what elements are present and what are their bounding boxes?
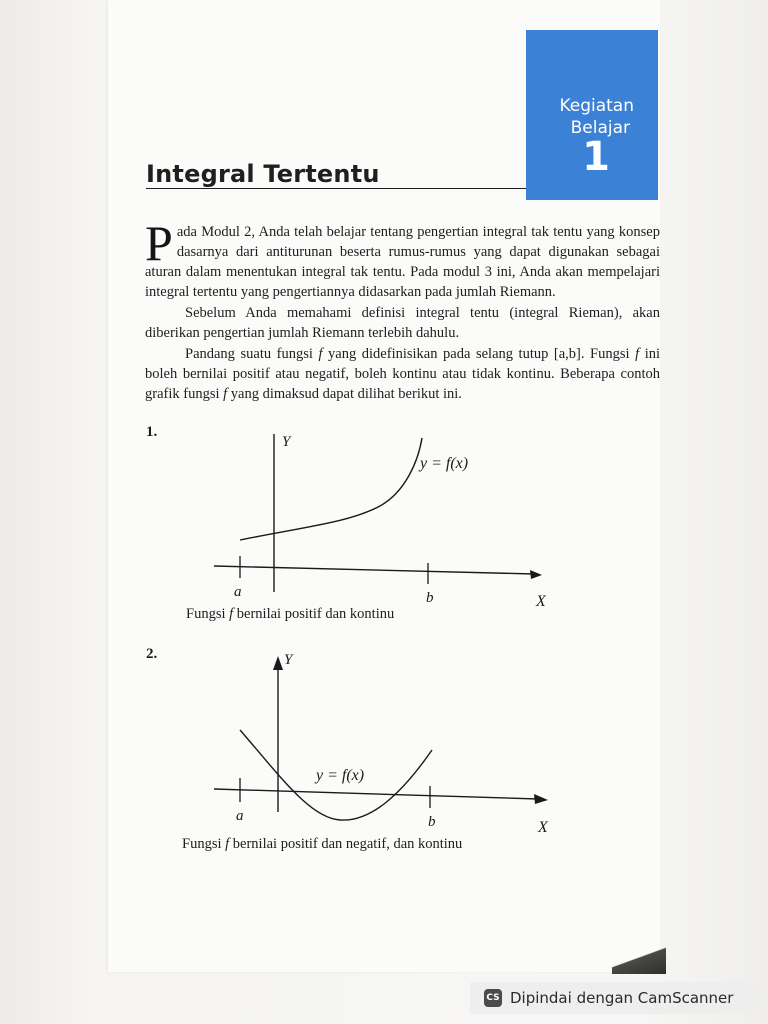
x-axis — [214, 789, 538, 799]
paragraph-function-text: ini boleh bernilai positif atau negatif, boleh kontinu atau tidak kontinu. Beberapa contoh grafik fungsi — [145, 346, 660, 402]
x-axis-arrow — [530, 570, 542, 579]
title-underline — [146, 188, 526, 189]
camscanner-logo-icon: CS — [484, 989, 502, 1007]
y-axis-label: Y — [284, 652, 293, 668]
x-axis-arrow — [534, 794, 548, 804]
paragraph-riemann — [145, 303, 660, 343]
figure-2-graph — [200, 646, 560, 836]
activity-tab-sublabel: Belajar — [570, 118, 630, 138]
a-label: a — [236, 808, 244, 824]
activity-tab — [526, 30, 658, 200]
caption-text: Fungsi — [186, 606, 230, 622]
paragraph-function-text: yang dimaksud dapat dilihat berikut ini. — [227, 386, 462, 402]
caption-text: Fungsi — [182, 836, 226, 852]
camscanner-badge — [470, 982, 756, 1014]
camscanner-text: Dipindai dengan CamScanner — [510, 989, 734, 1007]
curve-label: y = f(x) — [420, 455, 469, 472]
b-label: b — [428, 814, 436, 830]
paragraph-intro-text: ada Modul 2, Anda telah belajar tentang pengertian integral tak tentu yang konsep dasarnya dari antiturunan beserta rumus-rumus yang dapat digunakan sebagai aturan dalam menentukan integral tak tentu. Pada modul 3 ini, Anda akan mempelajari integral tertentu yang pengertiannya didasarkan pada jumlah Riemann. — [145, 224, 660, 300]
page-title: Integral Tertentu — [146, 160, 380, 188]
x-axis-label: X — [536, 593, 546, 610]
page-curl-corner — [612, 940, 666, 974]
paragraph-intro — [145, 215, 660, 302]
y-axis-label: Y — [282, 434, 291, 450]
function-symbol: f — [318, 346, 323, 362]
figure-2-caption — [182, 836, 462, 853]
function-symbol: f — [635, 346, 640, 362]
curve-label: y = f(x) — [316, 767, 365, 784]
paragraph-function-text: yang didefinisikan pada selang tutup [a,b]. Fungsi — [322, 346, 636, 362]
paragraph-function — [145, 344, 660, 404]
x-axis — [214, 566, 534, 574]
figure-1-graph — [200, 426, 560, 612]
y-axis-arrow — [273, 656, 283, 670]
paragraph-function-text: Pandang suatu fungsi — [185, 346, 319, 362]
activity-tab-label: Kegiatan — [559, 96, 634, 116]
function-symbol: f — [223, 386, 228, 402]
caption-text: bernilai positif dan kontinu — [233, 606, 395, 622]
caption-text: bernilai positif dan negatif, dan kontinu — [229, 836, 463, 852]
a-label: a — [234, 584, 242, 600]
x-axis-label: X — [538, 819, 548, 836]
paragraph-riemann-text: Sebelum Anda memahami definisi integral tentu (integral Rieman), akan diberikan pengertian jumlah Riemann terlebih dahulu. — [145, 305, 660, 341]
figure-1-caption — [186, 606, 394, 623]
figure-number: 1. — [146, 424, 158, 440]
function-symbol: f — [229, 606, 234, 622]
b-label: b — [426, 590, 434, 606]
drop-cap: P — [145, 215, 173, 271]
curve-f — [240, 438, 422, 540]
activity-tab-number: 1 — [582, 134, 610, 180]
figure-number: 2. — [146, 646, 158, 662]
function-symbol: f — [225, 836, 230, 852]
